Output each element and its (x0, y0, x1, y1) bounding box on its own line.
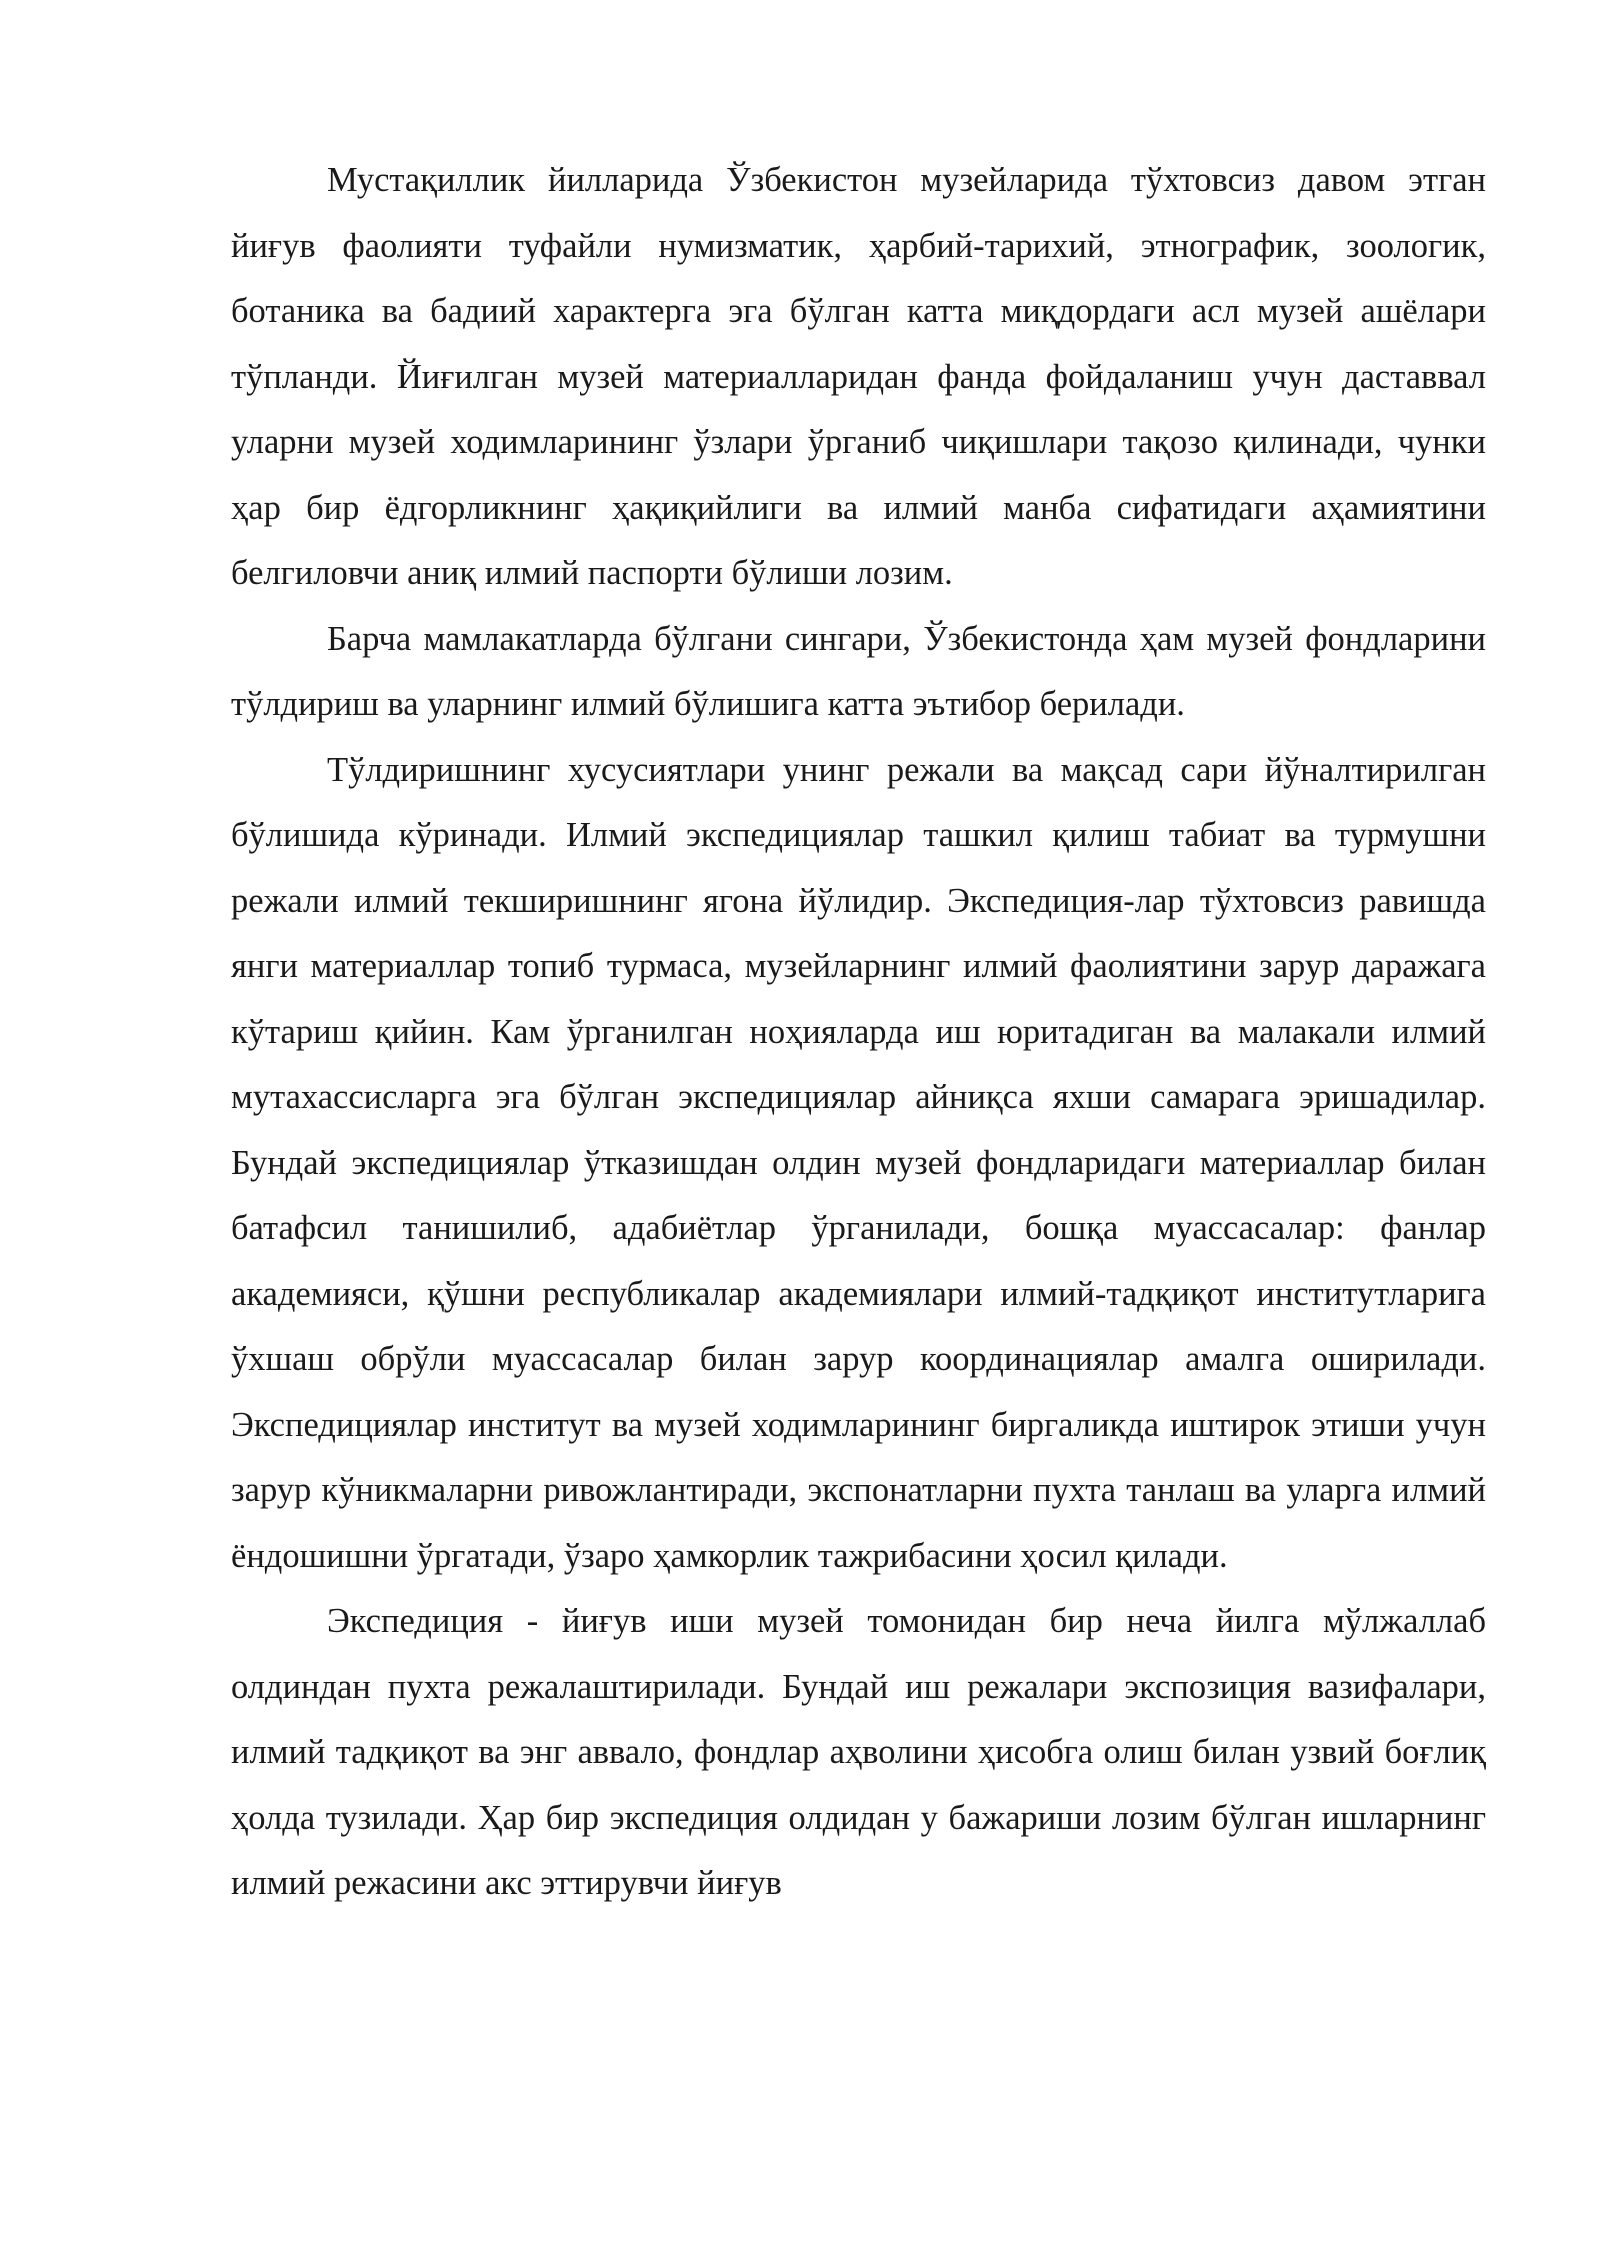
paragraph-3: Тўлдиришнинг хусусиятлари унинг режали ва мақсад сари йўналтирилган бўлишида кўринади. Илмий экспедициялар ташкил қилиш табиат ва турмушни режали илмий текширишнинг ягона йўлидир. Экспедиция-лар тўхтовсиз равишда янги материаллар топиб турмаса, музейларнинг илмий фаолиятини зарур даражага кўтариш қийин. Кам ўрганилган ноҳияларда иш юритадиган ва малакали илмий мутахассисларга эга бўлган экспедициялар айниқса яхши самарага эришадилар. Бундай экспедициялар ўтказишдан олдин музей фондларидаги материаллар билан батафсил танишилиб, адабиётлар ўрганилади, бошқа муассасалар: фанлар академияси, қўшни республикалар академиялари илмий-тадқиқот институтларига ўхшаш обрўли муассасалар билан зарур координациялар амалга оширилади. Экспедициялар институт ва музей ходимларининг биргаликда иштирок этиши учун зарур кўникмаларни ривожлантиради, экспонатларни пухта танлаш ва уларга илмий ёндошишни ўргатади, ўзаро ҳамкорлик тажрибасини ҳосил қилади. (231, 750, 1486, 1575)
paragraph-1: Мустақиллик йилларида Ўзбекистон музейларида тўхтовсиз давом этган йиғув фаолияти туфайли нумизматик, ҳарбий-тарихий, этнографик, зоологик, ботаника ва бадиий характерга эга бўлган катта миқдордаги асл музей ашёлари тўпланди. Йиғилган музей материалларидан фанда фойдаланиш учун даставвал уларни музей ходимларининг ўзлари ўрганиб чиқишлари тақозо қилинади, чунки ҳар бир ёдгорликнинг ҳақиқийлиги ва илмий манба сифатидаги аҳамиятини белгиловчи аниқ илмий паспорти бўлиши лозим. (231, 161, 1486, 592)
paragraph-2: Барча мамлакатларда бўлгани сингари, Ўзбекистонда ҳам музей фондларини тўлдириш ва уларнинг илмий бўлишига катта эътибор берилади. (231, 619, 1486, 723)
text-body (231, 148, 1486, 1917)
paragraph-4: Экспедиция - йиғув иши музей томонидан бир неча йилга мўлжаллаб олдиндан пухта режалаштирилади. Бундай иш режалари экспозиция вазифалари, илмий тадқиқот ва энг аввало, фондлар аҳволини ҳисобга олиш билан узвий боғлиқ ҳолда тузилади. Ҳар бир экспедиция олдидан у бажариши лозим бўлган ишларнинг илмий режасини акс эттирувчи йиғув (231, 1602, 1486, 1902)
